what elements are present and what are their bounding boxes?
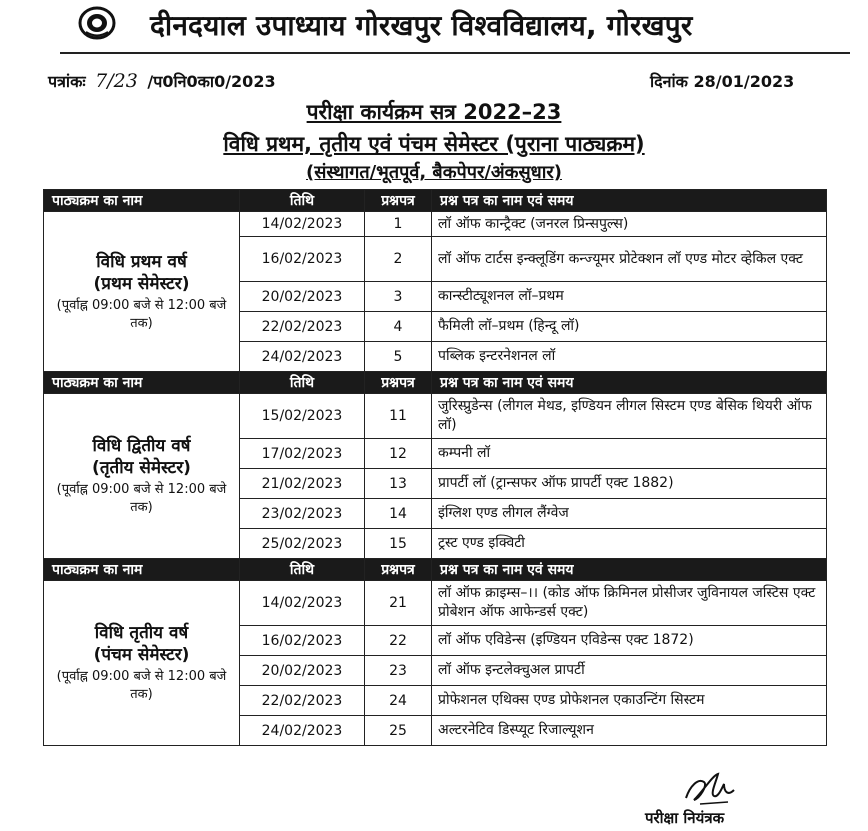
course-time: (पूर्वाह्न 09:00 बजे से 12:00 बजे तक)	[56, 297, 227, 331]
reference-suffix: /प0नि0का0/2023	[147, 72, 276, 91]
course-time: (पूर्वाह्न 09:00 बजे से 12:00 बजे तक)	[56, 669, 227, 702]
course-semester: (प्रथम सेमेस्टर)	[93, 273, 190, 294]
header-name: प्रश्न पत्र का नाम एवं समय	[432, 190, 827, 212]
paper-name: लॉ ऑफ क्राइम्स–।। (कोड ऑफ क्रिमिनल प्रोसीजर जुविनायल जस्टिस एक्ट प्रोबेशन ऑफ आफेन्डर्स एक्ट)	[432, 581, 827, 626]
signatory-title: परीक्षा नियंत्रक	[645, 809, 725, 827]
exam-date: 22/02/2023	[240, 686, 365, 716]
paper-number: 15	[365, 529, 432, 559]
exam-date: 14/02/2023	[240, 212, 365, 237]
header-name: प्रश्न पत्र का नाम एवं समय	[432, 372, 827, 394]
title-divider	[60, 52, 850, 54]
exam-date: 20/02/2023	[240, 282, 365, 312]
paper-name: प्रोफेशनल एथिक्स एण्ड प्रोफेशनल एकाउन्टिंग सिस्टम	[432, 686, 827, 716]
exam-date: 21/02/2023	[240, 469, 365, 499]
table-row	[44, 394, 827, 439]
course-time: (पूर्वाह्न 09:00 बजे से 12:00 बजे तक)	[56, 482, 227, 515]
exam-date: 20/02/2023	[240, 656, 365, 686]
paper-name: इंग्लिश एण्ड लीगल लैंग्वेज	[432, 499, 827, 529]
university-title: दीनदयाल उपाध्याय गोरखपुर विश्वविद्यालय, गोरखपुर	[150, 9, 693, 42]
paper-number: 21	[365, 581, 432, 626]
header-course: पाठ्यक्रम का नाम	[44, 559, 240, 581]
cropped-text-line	[48, 826, 428, 831]
course-cell	[44, 212, 240, 372]
paper-number: 5	[365, 342, 432, 372]
schedule-subheading	[0, 130, 868, 158]
exam-date: 17/02/2023	[240, 439, 365, 469]
issue-date: दिनांक 28/01/2023	[650, 72, 795, 91]
paper-name: ट्रस्ट एण्ड इक्विटी	[432, 529, 827, 559]
paper-number: 1	[365, 212, 432, 237]
exam-date: 23/02/2023	[240, 499, 365, 529]
course-cell	[44, 394, 240, 559]
header-paper: प्रश्नपत्र	[365, 559, 432, 581]
paper-name: पब्लिक इन्टरनेशनल लॉ	[432, 342, 827, 372]
exam-date: 16/02/2023	[240, 626, 365, 656]
course-cell	[44, 581, 240, 746]
header-date: तिथि	[240, 559, 365, 581]
table-row	[44, 212, 827, 237]
exam-date: 24/02/2023	[240, 716, 365, 746]
table-header-row	[44, 372, 827, 394]
table-header-row	[44, 559, 827, 581]
schedule-heading-text: परीक्षा कार्यक्रम सत्र 2022–23	[306, 100, 562, 124]
paper-number: 12	[365, 439, 432, 469]
exam-date: 24/02/2023	[240, 342, 365, 372]
paper-number: 23	[365, 656, 432, 686]
schedule-heading	[0, 98, 868, 126]
header-name: प्रश्न पत्र का नाम एवं समय	[432, 559, 827, 581]
paper-number: 24	[365, 686, 432, 716]
course-name: विधि तृतीय वर्ष	[94, 623, 189, 643]
header-paper: प्रश्नपत्र	[365, 372, 432, 394]
course-name: विधि प्रथम वर्ष	[96, 251, 187, 272]
paper-name: प्रापर्टी लॉ (ट्रान्सफर ऑफ प्रापर्टी एक्ट 1882)	[432, 469, 827, 499]
paper-name: अल्टरनेटिव डिस्प्यूट रिजाल्यूशन	[432, 716, 827, 746]
exam-date: 25/02/2023	[240, 529, 365, 559]
header-course: पाठ्यक्रम का नाम	[44, 190, 240, 212]
paper-number: 13	[365, 469, 432, 499]
paper-name: लॉ ऑफ कान्ट्रैक्ट (जनरल प्रिन्सपुल्स)	[432, 212, 827, 237]
header-date: तिथि	[240, 190, 365, 212]
paper-number: 2	[365, 237, 432, 282]
header-date: तिथि	[240, 372, 365, 394]
exam-schedule-table	[43, 189, 827, 746]
paper-number: 22	[365, 626, 432, 656]
reference-prefix: पत्रांकः	[48, 72, 86, 91]
schedule-category	[0, 160, 868, 184]
reference-handwritten-number: 7/23	[95, 70, 138, 92]
exam-date: 16/02/2023	[240, 237, 365, 282]
paper-number: 25	[365, 716, 432, 746]
university-logo-icon	[78, 6, 116, 40]
exam-schedule-body	[44, 190, 827, 746]
exam-date: 14/02/2023	[240, 581, 365, 626]
table-row	[44, 581, 827, 626]
course-semester: (पंचम सेमेस्टर)	[93, 645, 190, 665]
table-header-row	[44, 190, 827, 212]
paper-name: कम्पनी लॉ	[432, 439, 827, 469]
paper-name: कान्स्टीट्यूशनल लॉ–प्रथम	[432, 282, 827, 312]
paper-number: 11	[365, 394, 432, 439]
controller-signature	[680, 768, 740, 810]
course-name: विधि द्वितीय वर्ष	[92, 436, 191, 456]
schedule-category-text: (संस्थागत/भूतपूर्व, बैकपेपर/अंकसुधार)	[306, 162, 562, 183]
paper-number: 3	[365, 282, 432, 312]
paper-name: लॉ ऑफ एविडेन्स (इण्डियन एविडेन्स एक्ट 1872)	[432, 626, 827, 656]
paper-number: 14	[365, 499, 432, 529]
reference-number	[48, 70, 276, 92]
course-semester: (तृतीय सेमेस्टर)	[92, 458, 191, 478]
paper-name: फैमिली लॉ–प्रथम (हिन्दू लॉ)	[432, 312, 827, 342]
paper-name: लॉ ऑफ टार्टस इन्क्लूडिंग कन्ज्यूमर प्रोटेक्शन लॉ एण्ड मोटर व्हेकिल एक्ट	[432, 237, 827, 282]
paper-name: जुरिस्प्रुडेन्स (लीगल मेथड, इण्डियन लीगल सिस्टम एण्ड बेसिक थियरी ऑफ लॉ)	[432, 394, 827, 439]
paper-name: लॉ ऑफ इन्टलेक्चुअल प्रापर्टी	[432, 656, 827, 686]
exam-date: 22/02/2023	[240, 312, 365, 342]
header-paper: प्रश्नपत्र	[365, 190, 432, 212]
exam-date: 15/02/2023	[240, 394, 365, 439]
paper-number: 4	[365, 312, 432, 342]
header-course: पाठ्यक्रम का नाम	[44, 372, 240, 394]
schedule-subheading-text: विधि प्रथम, तृतीय एवं पंचम सेमेस्टर (पुराना पाठ्यक्रम)	[223, 132, 645, 156]
